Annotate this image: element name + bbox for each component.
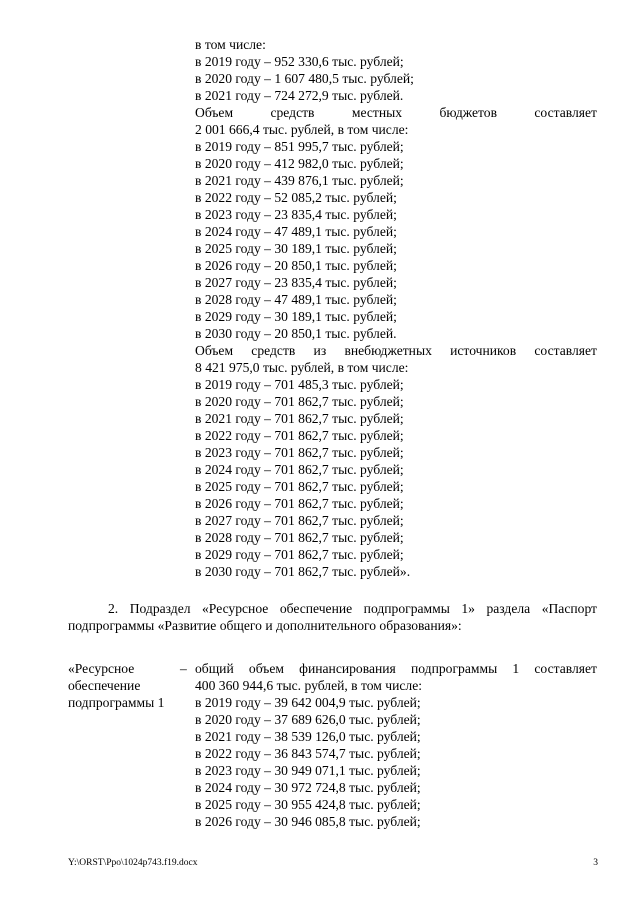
extrabudget-year: в 2029 году – 701 862,7 тыс. рублей; xyxy=(195,547,404,562)
sub1-year: в 2026 году – 30 946 085,8 тыс. рублей; xyxy=(195,814,421,829)
extrabudget-year: в 2025 году – 701 862,7 тыс. рублей; xyxy=(195,479,404,494)
footer-file-path: Y:\ORST\Ppo\1024p743.f19.docx xyxy=(68,858,198,868)
local-budget-total: 2 001 666,4 тыс. рублей, в том числе: xyxy=(195,122,409,137)
resource-label: обеспечение xyxy=(68,678,141,693)
local-budget-year: в 2028 году – 47 489,1 тыс. рублей; xyxy=(195,292,397,307)
sub1-year: в 2023 году – 30 949 071,1 тыс. рублей; xyxy=(195,763,421,778)
extrabudget-year: в 2022 году – 701 862,7 тыс. рублей; xyxy=(195,428,404,443)
local-budget-year: в 2030 году – 20 850,1 тыс. рублей. xyxy=(195,326,397,341)
resource-label: подпрограммы 1 xyxy=(68,695,165,710)
extrabudget-year: в 2027 году – 701 862,7 тыс. рублей; xyxy=(195,513,404,528)
sub1-total: 400 360 944,6 тыс. рублей, в том числе: xyxy=(195,678,423,693)
local-budget-heading: Объем средств местных бюджетов составляет xyxy=(195,105,597,120)
extrabudget-year: в 2019 году – 701 485,3 тыс. рублей; xyxy=(195,377,404,392)
text-line: в 2021 году – 724 272,9 тыс. рублей. xyxy=(195,88,404,103)
local-budget-year: в 2019 году – 851 995,7 тыс. рублей; xyxy=(195,139,404,154)
dash-separator: – xyxy=(180,661,187,676)
sub1-year: в 2022 году – 36 843 574,7 тыс. рублей; xyxy=(195,746,421,761)
local-budget-year: в 2021 году – 439 876,1 тыс. рублей; xyxy=(195,173,404,188)
local-budget-year: в 2020 году – 412 982,0 тыс. рублей; xyxy=(195,156,404,171)
extrabudget-year: в 2026 году – 701 862,7 тыс. рублей; xyxy=(195,496,404,511)
sub1-year: в 2021 году – 38 539 126,0 тыс. рублей; xyxy=(195,729,421,744)
text-line: в 2020 году – 1 607 480,5 тыс. рублей; xyxy=(195,71,414,86)
sub1-year: в 2024 году – 30 972 724,8 тыс. рублей; xyxy=(195,780,421,795)
local-budget-year: в 2027 году – 23 835,4 тыс. рублей; xyxy=(195,275,397,290)
local-budget-year: в 2023 году – 23 835,4 тыс. рублей; xyxy=(195,207,397,222)
text-line: в том числе: xyxy=(195,37,266,52)
extrabudget-year: в 2024 году – 701 862,7 тыс. рублей; xyxy=(195,462,404,477)
sub1-year: в 2025 году – 30 955 424,8 тыс. рублей; xyxy=(195,797,421,812)
extrabudget-year: в 2028 году – 701 862,7 тыс. рублей; xyxy=(195,530,404,545)
local-budget-year: в 2025 году – 30 189,1 тыс. рублей; xyxy=(195,241,397,256)
extrabudget-year: в 2030 году – 701 862,7 тыс. рублей». xyxy=(195,564,411,579)
local-budget-year: в 2029 году – 30 189,1 тыс. рублей; xyxy=(195,309,397,324)
sub1-year: в 2020 году – 37 689 626,0 тыс. рублей; xyxy=(195,712,421,727)
extrabudget-year: в 2020 году – 701 862,7 тыс. рублей; xyxy=(195,394,404,409)
extrabudget-heading: Объем средств из внебюджетных источников составляет xyxy=(195,343,597,358)
sub1-year: в 2019 году – 39 642 004,9 тыс. рублей; xyxy=(195,695,421,710)
extrabudget-year: в 2023 году – 701 862,7 тыс. рублей; xyxy=(195,445,404,460)
section-2-line-1: 2. Подраздел «Ресурсное обеспечение подпрограммы 1» раздела «Паспорт xyxy=(108,601,597,616)
extrabudget-year: в 2021 году – 701 862,7 тыс. рублей; xyxy=(195,411,404,426)
sub1-heading: общий объем финансирования подпрограммы 1 составляет xyxy=(195,661,597,676)
text-line: в 2019 году – 952 330,6 тыс. рублей; xyxy=(195,54,404,69)
local-budget-year: в 2024 году – 47 489,1 тыс. рублей; xyxy=(195,224,397,239)
local-budget-year: в 2022 году – 52 085,2 тыс. рублей; xyxy=(195,190,397,205)
page-number: 3 xyxy=(593,858,598,868)
resource-label: «Ресурсное xyxy=(68,661,135,676)
local-budget-year: в 2026 году – 20 850,1 тыс. рублей; xyxy=(195,258,397,273)
extrabudget-total: 8 421 975,0 тыс. рублей, в том числе: xyxy=(195,360,409,375)
section-2-line-2: подпрограммы «Развитие общего и дополнительного образования»: xyxy=(68,618,462,633)
